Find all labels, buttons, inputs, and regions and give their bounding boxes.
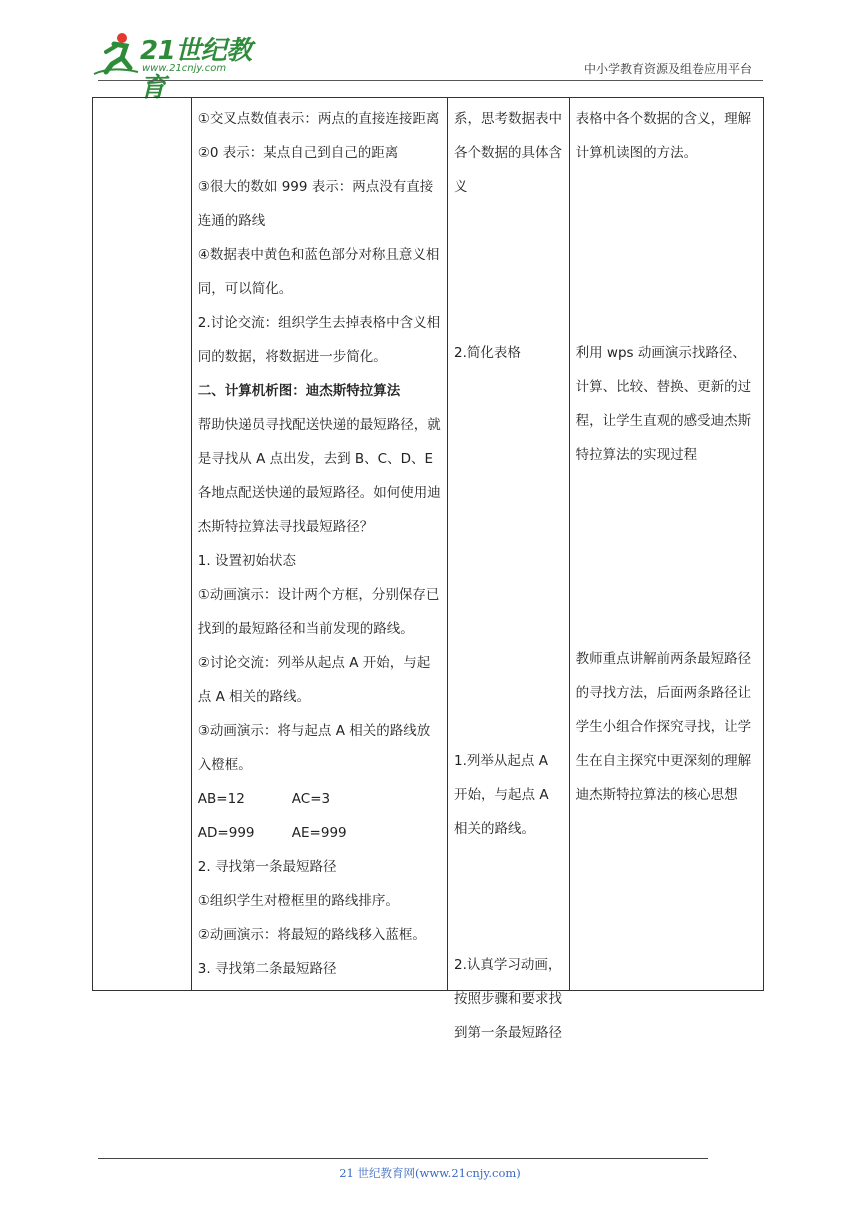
text-line: 表格中各个数据的含义，理解计算机读图的方法。 [575, 111, 752, 161]
text-line: ②讨论交流：列举从起点 A 开始，与起点 A 相关的路线。 [197, 655, 431, 705]
text-line: ①组织学生对橙框里的路线排序。 [197, 893, 399, 909]
footer-text: 21 世纪教育网(www.21cnjy.com) [339, 1166, 521, 1180]
text-line: ①动画演示：设计两个方框，分别保存已找到的最短路径和当前发现的路线。 [197, 587, 440, 637]
text-line: ③动画演示：将与起点 A 相关的路线放入橙框。 [197, 723, 431, 773]
text-line: 利用 wps 动画演示找路径、计算、比较、替换、更新的过程，让学生直观的感受迪杰斯特拉算法的实现过程 [575, 345, 752, 463]
logo [92, 30, 262, 103]
text-line: 帮助快递员寻找配送快递的最短路径，就是寻找从 A 点出发，去到 B、C、D、E 各地点配送快递的最短路径。如何使用迪杰斯特拉算法寻找最短路径？ [197, 417, 441, 535]
text-line: ②0 表示：某点自己到自己的距离 [197, 145, 399, 161]
text-line: 2. 寻找第一条最短路径 [197, 859, 337, 875]
table-cell-student-activity [448, 98, 570, 1041]
path-value: AE=999 [291, 825, 347, 841]
path-values-row [198, 782, 441, 816]
footer-divider [98, 1158, 708, 1159]
path-value: AD=999 [197, 825, 255, 841]
text-line: 教师重点讲解前两条最短路径的寻找方法，后面两条路径让学生小组合作探究寻找，让学生在自主探究中更深刻的理解迪杰斯特拉算法的核心思想 [575, 651, 752, 803]
path-values-row [198, 816, 441, 850]
text-line: 1.列举从起点 A 开始，与起点 A 相关的路线。 [454, 753, 549, 837]
text-line: ③很大的数如 999 表示：两点没有直接连通的路线 [197, 179, 434, 229]
logo-url: www.21cnjy.com [142, 63, 227, 74]
table-cell-teacher-activity [191, 98, 447, 991]
text-line: 3. 寻找第二条最短路径 [197, 961, 337, 977]
text-line: ④数据表中黄色和蓝色部分对称且意义相同，可以简化。 [197, 247, 440, 297]
page-header [0, 0, 860, 103]
header-divider [98, 80, 763, 81]
text-line: 2.讨论交流：组织学生去掉表格中含义相同的数据，将数据进一步简化。 [197, 315, 441, 365]
logo-text: 21世纪教育 [140, 36, 252, 103]
text-line: ①交叉点数值表示：两点的直接连接距离 [197, 111, 440, 127]
runner-logo-icon [92, 30, 140, 76]
text-line: 系，思考数据表中各个数据的具体含义 [454, 111, 563, 195]
table-cell-blank [93, 98, 192, 991]
path-value: AB=12 [197, 791, 245, 807]
text-line: 2.认真学习动画，按照步骤和要求找到第一条最短路径 [454, 957, 563, 1041]
text-line: 2.简化表格 [454, 345, 521, 361]
lesson-table [92, 97, 764, 1041]
text-line: ②动画演示：将最短的路线移入蓝框。 [197, 927, 426, 943]
path-value: AC=3 [291, 791, 331, 807]
table-cell-design-intent [569, 98, 763, 991]
text-line: 1. 设置初始状态 [197, 553, 296, 569]
section-heading: 二、计算机析图：迪杰斯特拉算法 [197, 383, 401, 399]
table-row [93, 98, 764, 991]
platform-title: 中小学教育资源及组卷应用平台 [583, 62, 752, 76]
